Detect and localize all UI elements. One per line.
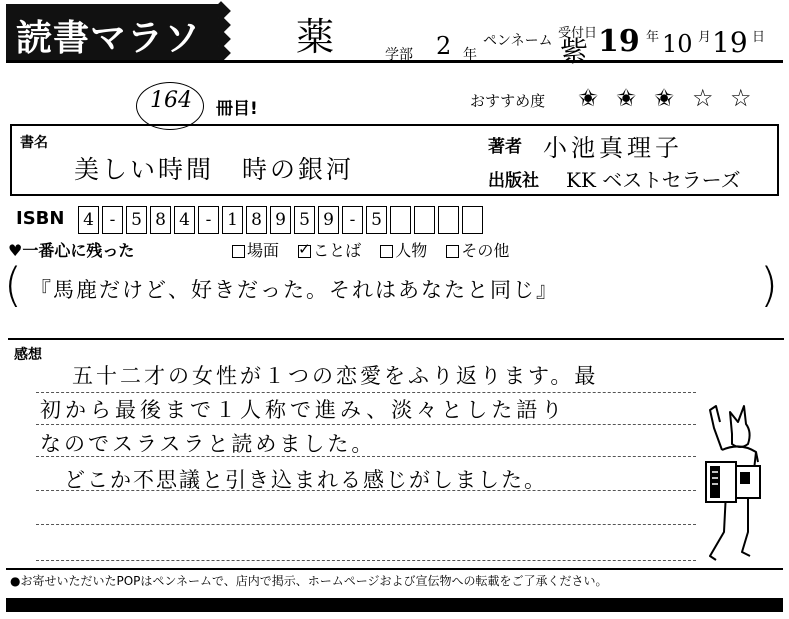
form-title: 読書マラソン: [16, 18, 202, 110]
open-paren: (: [4, 258, 22, 312]
isbn-cell[interactable]: -: [342, 206, 363, 234]
memorable-label: ♥一番心に残った: [8, 241, 135, 260]
impressions-rule: [8, 338, 784, 340]
faculty-label: 学部: [385, 47, 413, 63]
year-label: 年: [463, 47, 477, 63]
isbn-cell[interactable]: 1: [222, 206, 243, 234]
option-scene[interactable]: 場面: [232, 241, 279, 260]
memorable-text: 『馬鹿だけど、好きだった。それはあなたと同じ』: [30, 278, 559, 302]
book-title: 美しい時間 時の銀河: [74, 155, 355, 184]
isbn-cell[interactable]: -: [198, 206, 219, 234]
checkbox-character[interactable]: [380, 245, 393, 258]
penname-label: ペンネーム: [483, 33, 553, 49]
isbn-cell[interactable]: -: [102, 206, 123, 234]
book-count-suffix: 冊目!: [216, 99, 258, 119]
received-month-label: 月: [698, 30, 712, 45]
isbn-cell[interactable]: [390, 206, 411, 234]
isbn-cell[interactable]: [414, 206, 435, 234]
publisher-name: KK ベストセラーズ: [566, 168, 741, 192]
isbn-cell[interactable]: [438, 206, 459, 234]
star-filled-icon: ✬: [654, 84, 675, 112]
checkbox-scene[interactable]: [232, 245, 245, 258]
isbn-label: ISBN: [16, 208, 65, 229]
star-filled-icon: ✬: [616, 84, 637, 112]
isbn-cell[interactable]: 9: [270, 206, 291, 234]
isbn-cell[interactable]: 8: [246, 206, 267, 234]
received-day-label: 日: [752, 30, 766, 45]
isbn-cell[interactable]: [462, 206, 483, 234]
impression-line-2: 初から最後まで１人称で進み、淡々とした語り: [40, 398, 567, 422]
isbn-cell[interactable]: 5: [294, 206, 315, 234]
received-year: 19: [598, 24, 640, 59]
received-year-label: 年: [646, 30, 660, 45]
option-words[interactable]: ✓ ことば: [298, 241, 361, 260]
isbn-cell[interactable]: 4: [78, 206, 99, 234]
ruled-line: [36, 392, 696, 393]
checkbox-other[interactable]: [446, 245, 459, 258]
ruled-line: [36, 524, 696, 525]
impression-line-4: どこか不思議と引き込まれる感じがしました。: [64, 468, 547, 492]
isbn-cell[interactable]: 9: [318, 206, 339, 234]
memorable-options: [232, 238, 509, 261]
mascot-reading-figure-icon: [696, 392, 780, 572]
close-paren: ): [760, 258, 778, 312]
isbn-cell[interactable]: 5: [126, 206, 147, 234]
footer-note: ●お寄せいただいたPOPはペンネームで、店内で掲示、ホームページおよび宣伝物への転載をご了承ください。: [10, 574, 608, 588]
checkbox-words[interactable]: [298, 245, 311, 258]
year-value: 2: [436, 32, 452, 60]
isbn-cell[interactable]: 8: [150, 206, 171, 234]
received-day: 19: [712, 26, 748, 59]
star-filled-icon: ✬: [578, 84, 599, 112]
received-month: 10: [662, 30, 693, 58]
ruled-line: [36, 424, 696, 425]
recommend-label: おすすめ度: [470, 92, 546, 110]
option-other[interactable]: その他: [446, 241, 509, 260]
faculty-value: 薬: [296, 15, 335, 59]
option-character[interactable]: 人物: [380, 241, 427, 260]
penname-value: 紫: [560, 35, 589, 68]
impressions-label: 感想: [14, 347, 42, 363]
isbn-cell[interactable]: 4: [174, 206, 195, 234]
title-label: 書名: [20, 135, 48, 151]
impression-line-3: なのでスラスラと読めました。: [40, 432, 376, 456]
footer-rule: [6, 568, 783, 570]
impression-line-1: 五十二才の女性が１つの恋愛をふり返ります。最: [72, 364, 599, 388]
isbn-cell[interactable]: 5: [366, 206, 387, 234]
author-label: 著者: [488, 137, 522, 157]
publisher-label: 出版社: [488, 171, 539, 191]
ruled-line: [36, 560, 696, 561]
footer-bar: [6, 598, 783, 612]
star-empty-icon: ☆: [692, 84, 714, 112]
received-label: 受付日: [558, 26, 598, 41]
author-name: 小池真理子: [543, 134, 683, 162]
star-empty-icon: ☆: [730, 84, 752, 112]
book-count-number: 164: [150, 88, 192, 113]
